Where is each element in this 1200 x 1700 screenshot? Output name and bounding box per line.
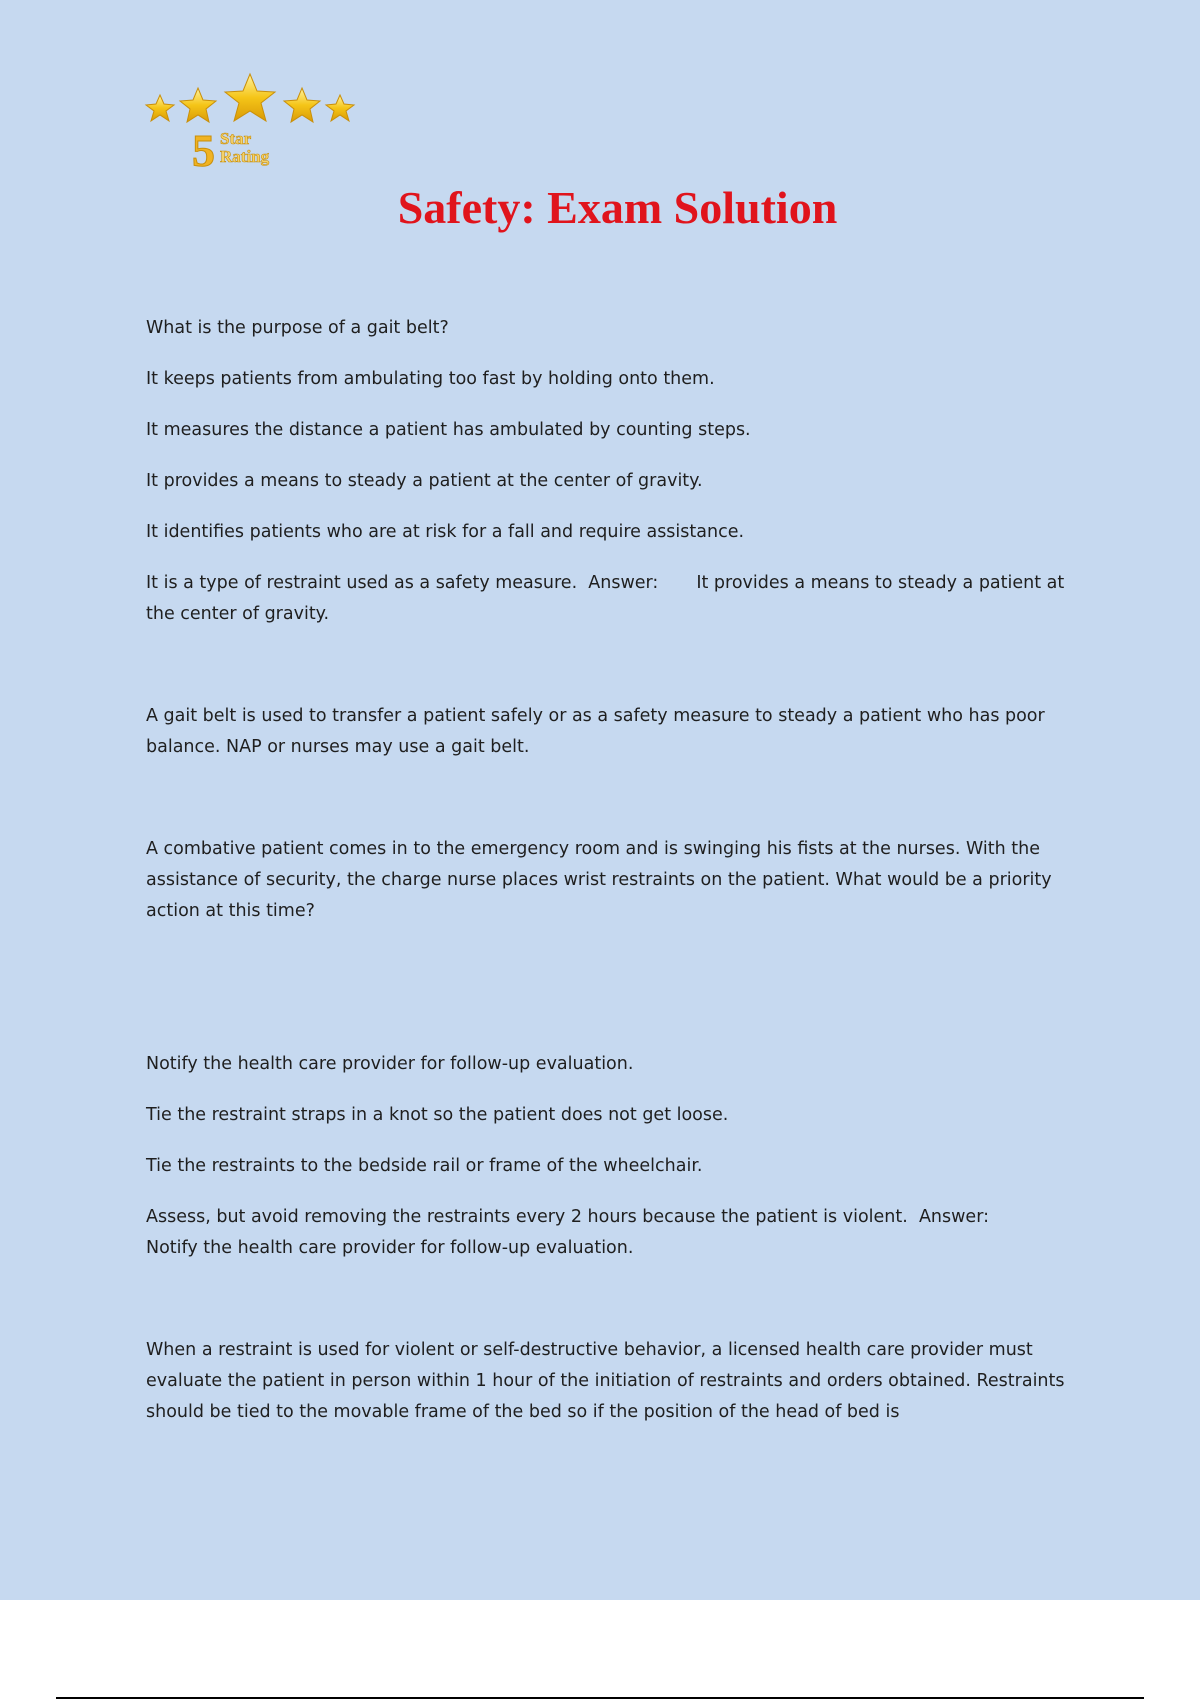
star-icon — [326, 95, 354, 121]
answer-option: It measures the distance a patient has ambulated by counting steps. — [146, 420, 751, 440]
document-body — [146, 313, 1086, 1448]
answer-option: Tie the restraints to the bedside rail or frame of the wheelchair. — [146, 1156, 703, 1176]
star-icon — [284, 88, 320, 122]
star-icon — [225, 74, 275, 121]
footer-divider — [56, 1697, 1144, 1699]
answer-label: Answer: — [918, 1207, 989, 1227]
answer-label: Answer: — [588, 573, 659, 593]
answer-option-last: It is a type of restraint used as a safety measure. — [146, 573, 578, 593]
rationale-text: A gait belt is used to transfer a patient safely or as a safety measure to steady a patient who has poor balance. NAP or nurses may use a gait belt. — [146, 706, 1045, 757]
document-title: Safety: Exam Solution — [397, 182, 838, 233]
logo-line1: Star — [220, 129, 252, 148]
correct-answer: Notify the health care provider for follow-up evaluation. — [146, 1238, 634, 1258]
correct-answer: It provides a means to steady a patient at the center of gravity. — [146, 573, 1065, 624]
star-icon — [180, 88, 216, 122]
answer-option: It identifies patients who are at risk for a fall and require assistance. — [146, 522, 745, 542]
star-icon — [146, 95, 174, 121]
question-text: A combative patient comes in to the emergency room and is swinging his fists at the nurses. With the assistance of security, the charge nurse places wrist restraints on the patient. What would be a priority action at this time? — [146, 839, 1052, 921]
star-rating-icon — [140, 68, 360, 178]
answer-option: Notify the health care provider for follow-up evaluation. — [146, 1054, 634, 1074]
answer-option: It keeps patients from ambulating too fast by holding onto them. — [146, 369, 715, 389]
answer-option-with-answer — [146, 568, 1086, 630]
answer-option-last: Assess, but avoid removing the restraints every 2 hours because the patient is violent. — [146, 1207, 908, 1227]
rationale-text: When a restraint is used for violent or self-destructive behavior, a licensed health care provider must evaluate the patient in person within 1 hour of the initiation of restraints and orders obtained. Restraints should be tied to the movable frame of the bed so if the position of the head of bed is — [146, 1340, 1065, 1422]
answer-option-with-answer — [146, 1202, 1086, 1264]
five-star-rating-logo — [140, 68, 360, 178]
logo-numeral: 5 — [192, 125, 215, 176]
answer-option: It provides a means to steady a patient at the center of gravity. — [146, 471, 703, 491]
question-text: What is the purpose of a gait belt? — [146, 318, 449, 338]
logo-line2: Rating — [220, 147, 270, 166]
answer-option: Tie the restraint straps in a knot so the patient does not get loose. — [146, 1105, 729, 1125]
